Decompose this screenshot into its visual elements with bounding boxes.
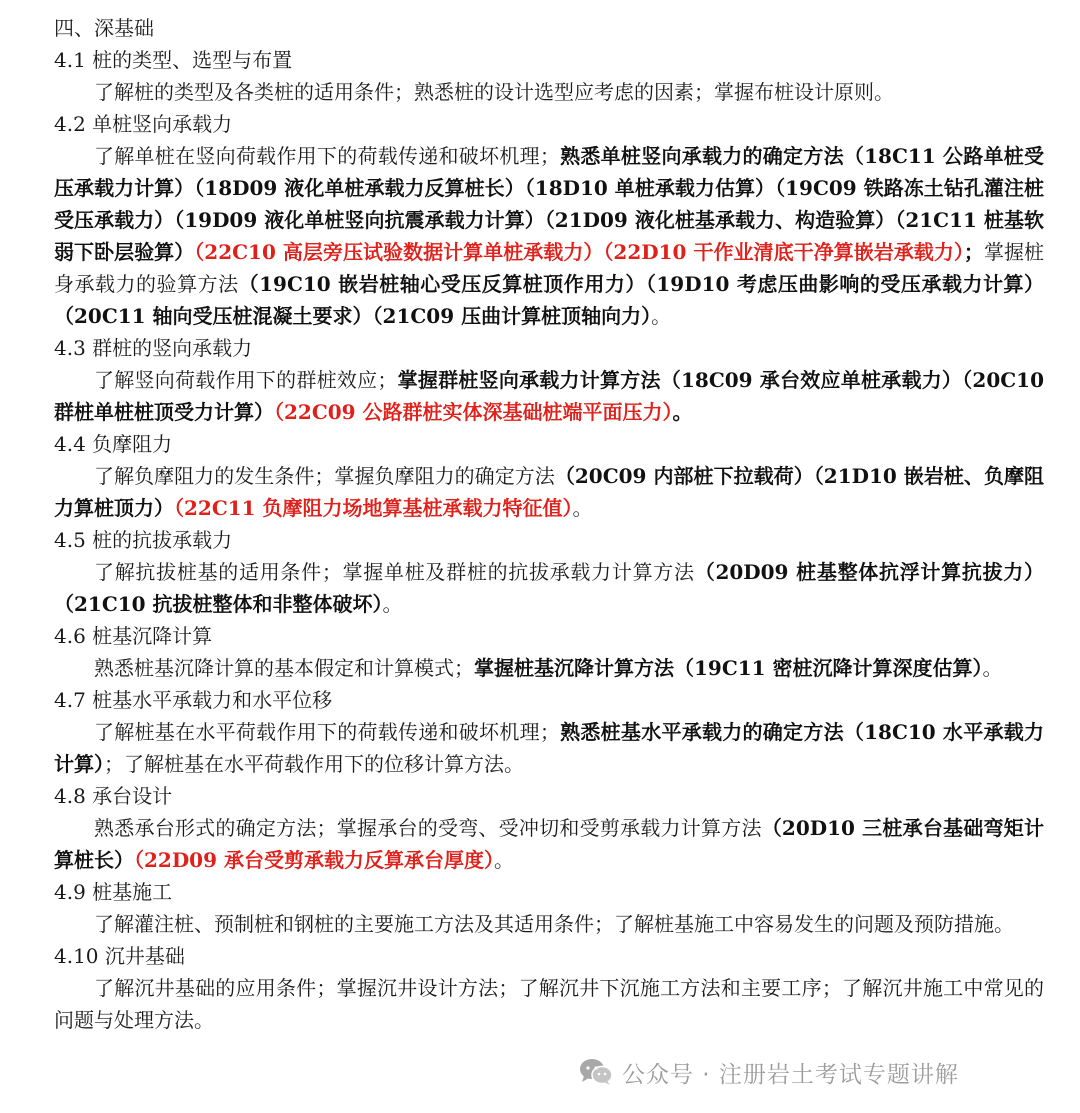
bold-run: ；	[963, 240, 984, 264]
wechat-icon	[578, 1057, 614, 1087]
section-heading: 4.8 承台设计	[54, 784, 173, 808]
highlight-red-run: （22D09 承台受剪承载力反算承台厚度）	[134, 848, 494, 872]
text-run: 了解竖向荷载作用下的群桩效应；	[94, 368, 398, 392]
section-paragraph	[54, 652, 1044, 684]
text-run: 掌握桩身承载力的验算方法	[54, 240, 1045, 296]
section-paragraph	[54, 716, 1044, 780]
section-heading: 4.10 沉井基础	[54, 944, 185, 968]
text-run: 熟悉承台形式的确定方法；掌握承台的受弯、受冲切和受剪承载力计算方法	[94, 816, 762, 840]
section-list	[54, 44, 1044, 1036]
section-paragraph	[54, 364, 1044, 428]
bold-run: 熟悉单桩竖向承载力的确定方法（18C11 公路单桩受压承载力计算）（18D09 液化单桩承载力反算桩长）（18D10 单桩承载力估算）（19C09 铁路冻土钻孔灌注桩受压承载力）（19D09 液化单桩竖向抗震承载力计算）（21D09 液化桩基承载力、构造验算）（21C11 桩基软弱下卧层验算）	[54, 144, 1044, 264]
section-heading: 4.5 桩的抗拔承载力	[54, 528, 233, 552]
text-run: 。	[651, 304, 672, 328]
text-run: 熟悉桩基沉降计算的基本假定和计算模式；	[94, 656, 474, 680]
section-heading: 4.9 桩基施工	[54, 880, 173, 904]
bold-run: （19C10 嵌岩桩轴心受压反算桩顶作用力）（19D10 考虑压曲影响的受压承载力计算）（20C11 轴向受压桩混凝土要求）（21C09 压曲计算桩顶轴向力）	[54, 272, 1045, 328]
section-heading: 4.1 桩的类型、选型与布置	[54, 48, 293, 72]
text-run: 了解灌注桩、预制桩和钢桩的主要施工方法及其适用条件；了解桩基施工中容易发生的问题及预防措施。	[94, 912, 1014, 936]
watermark-text: 公众号 · 注册岩土考试专题讲解	[622, 1061, 959, 1088]
section-heading: 4.6 桩基沉降计算	[54, 624, 213, 648]
text-run: 了解沉井基础的应用条件；掌握沉井设计方法；了解沉井下沉施工方法和主要工序；了解沉井施工中常见的问题与处理方法。	[54, 976, 1044, 1032]
bold-run: （20D10 三桩承台基础弯矩计算桩长）	[54, 816, 1044, 872]
section-paragraph	[54, 812, 1044, 876]
section-paragraph	[54, 140, 1044, 332]
text-run: 。	[982, 656, 1003, 680]
bold-run: 熟悉桩基水平承载力的确定方法（18C10 水平承载力计算）	[54, 720, 1044, 776]
text-run: 了解抗拔桩基的适用条件；掌握单桩及群桩的抗拔承载力计算方法	[94, 560, 695, 584]
text-run: 。	[382, 592, 403, 616]
highlight-red-run: （22C10 高层旁压试验数据计算单桩承载力）（22D10 干作业清底干净算嵌岩承载力）	[194, 240, 964, 264]
bold-run: 。	[672, 400, 693, 424]
section-paragraph	[54, 556, 1044, 620]
text-run: 了解桩的类型及各类桩的适用条件；熟悉桩的设计选型应考虑的因素；掌握布桩设计原则。	[94, 80, 894, 104]
section-paragraph	[54, 972, 1044, 1036]
watermark	[578, 1052, 959, 1092]
section-heading: 4.3 群桩的竖向承载力	[54, 336, 253, 360]
section-paragraph	[54, 76, 1044, 108]
text-run: 了解单桩在竖向荷载作用下的荷载传递和破坏机理；	[94, 144, 560, 168]
document	[54, 12, 1044, 1036]
text-run: 了解负摩阻力的发生条件；掌握负摩阻力的确定方法	[94, 464, 555, 488]
section-heading: 4.2 单桩竖向承载力	[54, 112, 233, 136]
bold-run: 掌握桩基沉降计算方法（19C11 密桩沉降计算深度估算）	[474, 656, 983, 680]
document-title: 四、深基础	[54, 16, 154, 40]
section-paragraph	[54, 460, 1044, 524]
text-run: 。	[493, 848, 514, 872]
section-paragraph	[54, 908, 1044, 940]
bold-run: 掌握群桩竖向承载力计算方法（18C09 承台效应单桩承载力）（20C10 群桩单桩桩顶受力计算）	[54, 368, 1044, 424]
bold-run: （20D09 桩基整体抗浮计算抗拔力）（21C10 抗拔桩整体和非整体破坏）	[54, 560, 1044, 616]
bold-run: （20C09 内部桩下拉载荷）（21D10 嵌岩桩、负摩阻力算桩顶力）	[54, 464, 1045, 520]
text-run: 了解桩基在水平荷载作用下的荷载传递和破坏机理；	[94, 720, 560, 744]
highlight-red-run: （22C09 公路群桩实体深基础桩端平面压力）	[274, 400, 673, 424]
section-heading: 4.7 桩基水平承载力和水平位移	[54, 688, 333, 712]
text-run: 。	[572, 496, 593, 520]
section-heading: 4.4 负摩阻力	[54, 432, 173, 456]
highlight-red-run: （22C11 负摩阻力场地算基桩承载力特征值）	[174, 496, 573, 520]
text-run: ；了解桩基在水平荷载作用下的位移计算方法。	[104, 752, 524, 776]
